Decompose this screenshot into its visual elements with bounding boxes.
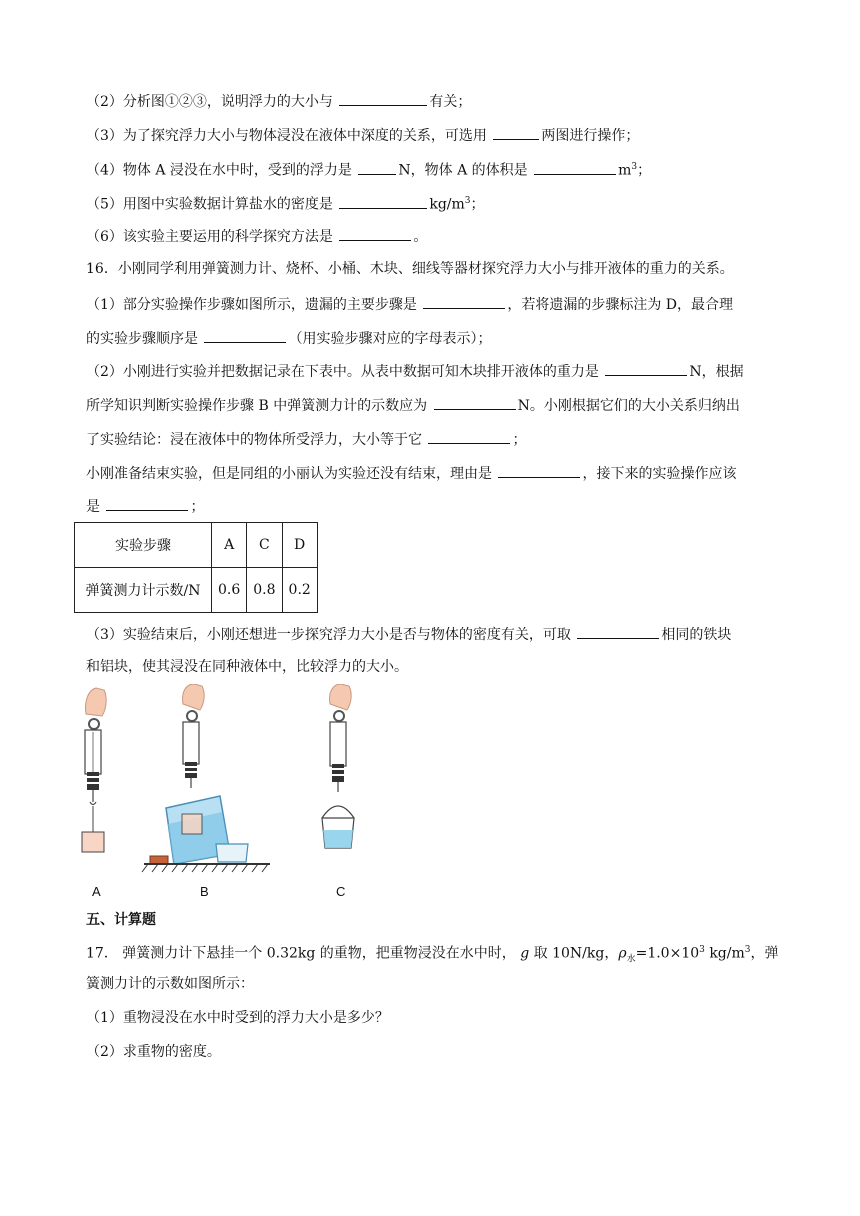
answer-blank[interactable] bbox=[605, 360, 687, 376]
q15-part6: （6）该实验主要运用的科学探究方法是 。 bbox=[86, 225, 427, 247]
table-cell: 弹簧测力计示数/N bbox=[75, 568, 212, 613]
figure-label-b: B bbox=[200, 884, 209, 899]
answer-blank[interactable] bbox=[577, 623, 659, 639]
answer-blank[interactable] bbox=[493, 124, 539, 140]
figure-label-a: A bbox=[92, 884, 101, 899]
answer-blank[interactable] bbox=[428, 428, 510, 444]
answer-blank[interactable] bbox=[358, 159, 396, 175]
q15-part3: （3）为了探究浮力大小与物体浸没在液体中深度的关系，可选用 两图进行操作； bbox=[86, 124, 639, 146]
q16-intro: 16．小刚同学利用弹簧测力计、烧杯、小桶、木块、细线等器材探究浮力大小与排开液体的重力的关系。 bbox=[86, 261, 734, 277]
answer-blank[interactable] bbox=[434, 394, 516, 410]
answer-blank[interactable] bbox=[423, 293, 505, 309]
q16-part2b: 所学知识判断实验操作步骤 B 中弹簧测力计的示数应为 N。小刚根据它们的大小关系归纳出 bbox=[86, 394, 740, 416]
experiment-figure bbox=[70, 684, 400, 899]
table-row bbox=[75, 568, 318, 613]
answer-blank[interactable] bbox=[339, 90, 427, 106]
q17-stem-1: 17． 弹簧测力计下悬挂一个 0.32kg 的重物，把重物浸没在水中时， g 取 10N/kg，$\rho_水=1.0\times 10^3$ $kg/m^3$，弹 bbox=[86, 945, 779, 965]
answer-blank[interactable] bbox=[534, 159, 616, 175]
q16-part3b: 和铝块，使其浸没在同种液体中，比较浮力的大小。 bbox=[86, 659, 408, 675]
experiment-illustration bbox=[70, 684, 400, 884]
q16-part1a: （1）部分实验操作步骤如图所示，遗漏的主要步骤是 ，若将遗漏的步骤标注为 D，最合理 bbox=[86, 293, 733, 315]
table-cell: 0.6 bbox=[212, 568, 247, 613]
figure-label-c: C bbox=[336, 884, 346, 899]
q16-part2e: 是 ； bbox=[86, 495, 204, 517]
answer-blank[interactable] bbox=[339, 193, 427, 209]
q16-part3a: （3）实验结束后，小刚还想进一步探究浮力大小是否与物体的密度有关，可取 相同的铁块 bbox=[86, 623, 731, 645]
setup-a-spring-scale bbox=[82, 688, 106, 852]
section-title: 五、计算题 bbox=[86, 912, 156, 928]
table-cell: 0.8 bbox=[247, 568, 282, 613]
answer-blank[interactable] bbox=[339, 225, 411, 241]
q15-part2: （2）分析图①②③，说明浮力的大小与 有关； bbox=[86, 90, 471, 112]
data-table bbox=[74, 522, 318, 613]
q16-part1b: 的实验步骤顺序是 （用实验步骤对应的字母表示）； bbox=[86, 327, 491, 349]
q15-part4: （4）物体 A 浸没在水中时，受到的浮力是 N，物体 A 的体积是 $m^3$； bbox=[86, 157, 651, 181]
q16-part2d: 小刚准备结束实验，但是同组的小丽认为实验还没有结束，理由是 ，接下来的实验操作应该 bbox=[86, 462, 736, 484]
answer-blank[interactable] bbox=[204, 327, 286, 343]
table-cell: C bbox=[247, 523, 282, 568]
table-row bbox=[75, 523, 318, 568]
q17-part2: （2）求重物的密度。 bbox=[86, 1044, 221, 1060]
table-cell: A bbox=[212, 523, 247, 568]
q17-stem-2: 簧测力计的示数如图所示： bbox=[86, 976, 254, 992]
answer-blank[interactable] bbox=[106, 495, 188, 511]
answer-blank[interactable] bbox=[498, 462, 580, 478]
q15-part5: （5）用图中实验数据计算盐水的密度是 $kg/m^3$； bbox=[86, 191, 485, 215]
table-cell: 0.2 bbox=[282, 568, 317, 613]
table-cell: D bbox=[282, 523, 317, 568]
q16-part2c: 了实验结论：浸在液体中的物体所受浮力，大小等于它 ； bbox=[86, 428, 526, 450]
setup-b-beaker bbox=[142, 684, 270, 872]
q16-part2a: （2）小刚进行实验并把数据记录在下表中。从表中数据可知木块排开液体的重力是 N，根据 bbox=[86, 360, 744, 382]
q17-part1: （1）重物浸没在水中时受到的浮力大小是多少？ bbox=[86, 1010, 389, 1026]
table-cell: 实验步骤 bbox=[75, 523, 212, 568]
setup-c-bucket bbox=[322, 684, 354, 848]
